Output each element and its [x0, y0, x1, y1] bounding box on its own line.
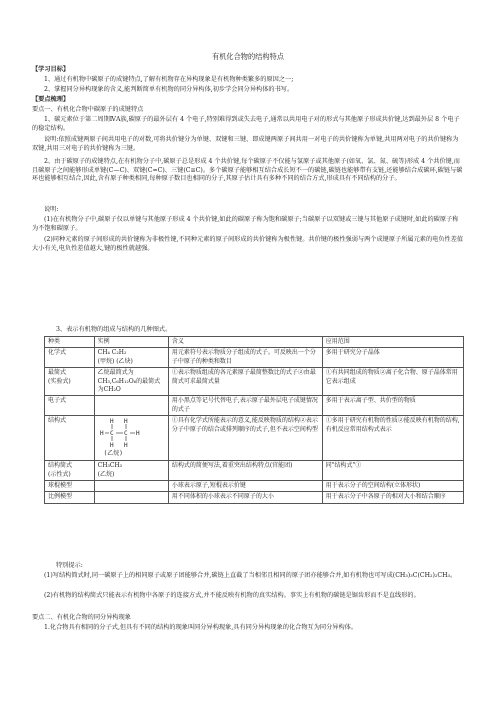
ethane-structure-drawing — [98, 417, 158, 451]
table-row — [45, 416, 464, 461]
key-points-heading: 【要点梳理】 — [32, 96, 70, 103]
hint-2: (2)有机物的结构简式只能表示有机物中各原子的连接方式,并不能反映有机物的真实结构。事实上有机物的碳链是锯齿形而不是直线形的。 — [44, 592, 420, 599]
cell-type — [45, 368, 95, 396]
type-alias: (示性式) — [48, 470, 71, 478]
type-name: 结构简式 — [48, 462, 73, 470]
table-header-row — [45, 337, 464, 348]
formula-caption: (乙烷) — [103, 450, 123, 458]
table-row — [45, 348, 464, 368]
cell-example — [94, 461, 168, 481]
point-2-heading: 要点二、有机化合物的同分异构现象 — [32, 614, 131, 621]
cell-meaning: 小球表示原子,短棍表示价键 — [168, 481, 322, 492]
table-row — [45, 461, 464, 481]
svg-text:H: H — [109, 442, 114, 450]
cell-type — [45, 461, 95, 481]
hint-1: (1)写结构简式时,同一碳原子上的相同原子或原子团能够合并,碳链上直截了当相邻且相同的原子团亦能够合并,如有机物也可写成(CH₃)₃C(CH₂)₂CH₃。 — [44, 572, 457, 579]
cell-example — [94, 396, 168, 416]
type-name: 最简式 — [48, 369, 67, 377]
cell-usage: 多用于研究分子晶体 — [322, 348, 463, 368]
paragraph-1: 1、碳元素位于第二周期ⅣA族,碳原子的最外层有 4 个电子,特别难得到或失去电子,通常以共用电子对的形式与其他原子形成共价键,达到最外层 8 个电子的稳定结构。 — [32, 116, 460, 132]
goals-heading: 【学习目标】 — [32, 66, 70, 73]
cell-type: 结构式 — [45, 416, 95, 461]
paragraph-3: 3、表示有机物的组成与结构的几种图式。 — [56, 326, 172, 333]
page-title: 有机化合物的结构特点 — [212, 52, 284, 61]
cell-example — [94, 492, 168, 503]
svg-text:H: H — [123, 418, 128, 426]
formula-text: CH₃CH₃ — [97, 462, 123, 470]
cell-example — [94, 481, 168, 492]
table-row — [45, 481, 464, 492]
header-cell: 含义 — [168, 337, 322, 348]
cell-type: 化学式 — [45, 348, 95, 368]
cell-meaning: 用元素符号表示物质分子组成的式子。可反映出一个分子中原子的种类和数目 — [168, 348, 322, 368]
cell-usage: 用于表示分子的空间结构(立体形状) — [322, 481, 463, 492]
note-label: 说明: — [44, 206, 59, 213]
paragraph-2: 2、由于碳原子的成键特点,在有机物分子中,碳原子总是形成 4 个共价键,每个碳原子不仅能与氢原子或其他原子(如氧、氯、氮、硫等)形成 4 个共价键,而且碳原子之间能够形成单键(C—C)、双键(C=C)、三键(C≡C)。多个碳原子能够相互结合成长短不一的碳链,碳链也能够带有支链,还能够结合成碳环,碳链与碳环也能够相互结合,因此,含有原子种类相同,每种原子数目也相同的分子,其原子估计具有多种不同的结合方式,形成具有不同结构的分子。 — [32, 158, 463, 183]
cell-type: 比例模型 — [45, 492, 95, 503]
formula-caption: (甲烷) (乙炔) — [97, 357, 133, 365]
cell-example — [94, 416, 168, 461]
svg-text:H: H — [123, 442, 128, 450]
cell-example — [94, 348, 168, 368]
cell-meaning: ①具有化学式所能表示的意义,能反映物质的结构②表示分子中原子的结合或排列顺序的式子,但不表示空间构型 — [168, 416, 322, 461]
cell-meaning: 用小黑点等记号代替电子,表示原子最外层电子成键情况的式子 — [168, 396, 322, 416]
cell-example: 乙烷最简式为CH₃,C₆H₁₂O₆的最简式为CH₂O — [94, 368, 168, 396]
paragraph-1-note: 说明:依照成键两原子间共用电子的对数,可将共价键分为单键、双键和三键、即成键两原子间共用一对电子的共价键称为单键,共用两对电子的共价键称为双键,共用三对电子的共价键称为三键。 — [32, 136, 459, 152]
paragraph-4: 1.化合物具有相同的分子式,但具有不同的结构的现象叫同分异构现象,具有同分异构现象的化合物互为同分异构体。 — [44, 624, 358, 631]
formula-caption: (乙烷) — [97, 470, 115, 478]
header-cell: 种类 — [45, 337, 95, 348]
header-cell: 实例 — [94, 337, 168, 348]
note-1: (1)在有机物分子中,碳原子仅以单键与其他原子形成 4 个共价键,如此的碳原子称为饱和碳原子;当碳原子以双键或三键与其他原子成键时,如此的碳原子称为不饱和碳原子。 — [32, 216, 459, 232]
cell-meaning: ①表示物质组成的各元素原子最简整数比的式子②由最简式可求最简式量 — [168, 368, 322, 396]
svg-text:C: C — [123, 430, 128, 438]
svg-text:C: C — [109, 430, 114, 438]
point-1-heading: 要点一、有机化合物中碳原子的成键特点 — [32, 106, 144, 113]
hint-label: 特别提示: — [56, 562, 83, 569]
cell-type: 电子式 — [45, 396, 95, 416]
goal-2: 2、掌握同分异构现象的含义,能判断简单有机物的同分异构体,初步学会同分异构体的书写。 — [44, 86, 294, 93]
formula-text: CH₄ C₂H₂ — [97, 349, 127, 357]
cell-type: 球棍模型 — [45, 481, 95, 492]
cell-meaning: 用不同体积的小球表示不同原子的大小 — [168, 492, 322, 503]
header-cell: 应用范围 — [322, 337, 463, 348]
table-row — [45, 368, 464, 396]
cell-usage: 多用于表示离子型、共价型的物质 — [322, 396, 463, 416]
svg-text:H: H — [135, 430, 140, 438]
cell-usage: 用于表示分子中各原子的相对大小和结合顺序 — [322, 492, 463, 503]
note-2: (2)同种元素的原子间形成的共价键称为非极性键,不同种元素的原子间形成的共价键称为极性键。共价键的极性强弱与两个成键原子所属元素的电负性差值大小有关,电负性差值越大,键的极性就越强。 — [32, 236, 464, 252]
type-alias: (实验式) — [48, 377, 71, 385]
formula-types-table — [44, 336, 464, 504]
table-row — [45, 396, 464, 416]
cell-usage: 同"结构式"① — [322, 461, 463, 481]
svg-text:H: H — [109, 418, 114, 426]
cell-usage: ①多用于研究有机物的性质②能反映有机物的结构,有机反应常用结构式表示 — [322, 416, 463, 461]
table-row — [45, 492, 464, 503]
ethane-structural-formula — [98, 417, 165, 459]
cell-usage: ①有共同组成的物质②离子化合物、原子晶体常用它表示组成 — [322, 368, 463, 396]
cell-meaning: 结构式的简便写法,着重突出结构特点(官能团) — [168, 461, 322, 481]
svg-text:H: H — [99, 430, 104, 438]
goal-1: 1、通过有机物中碳原子的成键特点,了解有机物存在异构现象是有机物种类繁多的原因之一; — [44, 76, 294, 83]
